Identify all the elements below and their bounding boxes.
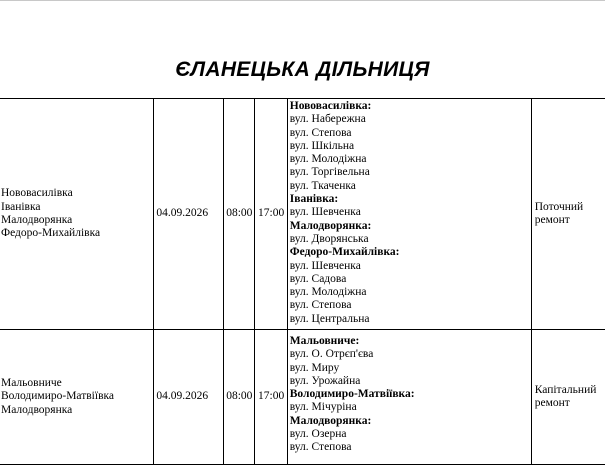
settlement-name: Іванівка [1,200,41,213]
street-item: вул. Торгівельна [289,166,370,179]
street-item: вул. Озерна [289,428,347,441]
street-group-heading: Нововасилівка: [289,100,372,112]
street-item: вул. Центральна [289,312,370,325]
street-item: вул. Молодіжна [289,286,367,299]
street-group-heading: Мальовниче: [289,335,360,347]
settlements-cell [0,99,154,330]
time-from-cell: 08:00 [224,99,255,330]
outage-schedule-table [0,98,605,465]
street-item: вул. Молодіжна [289,153,367,166]
street-item: вул. Степова [289,126,352,139]
work-type-cell [531,330,605,465]
settlement-name: Володимиро-Матвіївка [1,390,115,403]
time-from-cell: 08:00 [224,330,255,465]
work-type-cell [531,99,605,330]
streets-cell [287,330,531,465]
street-item: вул. Степова [289,441,352,454]
settlement-name: Мальовниче [1,377,62,390]
street-group-heading: Федоро-Михайлівка: [289,246,400,259]
work-type-line: ремонт [534,397,570,409]
settlements-cell [0,330,154,465]
settlement-name: Нововасилівка [1,187,73,200]
time-to-cell: 17:00 [255,99,287,330]
street-item: вул. Миру [289,361,340,374]
street-item: вул. Садова [289,272,347,285]
top-border-line [0,0,605,1]
date-cell: 04.09.2026 [154,99,224,330]
street-group-heading: Малодворянка: [289,414,372,427]
street-item: вул. Ткаченка [289,179,356,192]
time-to-cell: 17:00 [255,330,287,465]
page-title: ЄЛАНЕЦЬКА ДІЛЬНИЦЯ [175,58,430,81]
street-item: вул. Урожайна [289,374,361,387]
work-type-line: Капітальний [534,383,597,396]
street-item: вул. Шевченка [289,206,361,219]
date-cell: 04.09.2026 [154,330,224,465]
settlement-name: Федоро-Михайлівка [1,227,101,240]
settlement-name: Малодворянка [1,403,73,416]
street-group-heading: Володимиро-Матвіївка: [289,388,415,401]
settlement-name: Малодворянка [1,214,73,226]
street-item: вул. Дворянська [289,232,369,245]
street-item: вул. Шевченка [289,259,361,272]
street-group-heading: Малодворянка: [289,219,372,232]
work-type-line: ремонт [534,214,570,226]
street-group-heading: Іванівка: [289,193,339,206]
street-item: вул. Шкільна [289,139,355,152]
street-item: вул. Мічуріна [289,401,357,414]
table-row [0,330,605,465]
street-item: вул. Степова [289,299,352,312]
work-type-line: Поточний [534,200,584,213]
streets-cell [287,99,531,330]
table-row [0,99,605,330]
street-item: вул. О. Отрєп'єва [289,348,374,361]
street-item: вул. Набережна [289,113,366,126]
